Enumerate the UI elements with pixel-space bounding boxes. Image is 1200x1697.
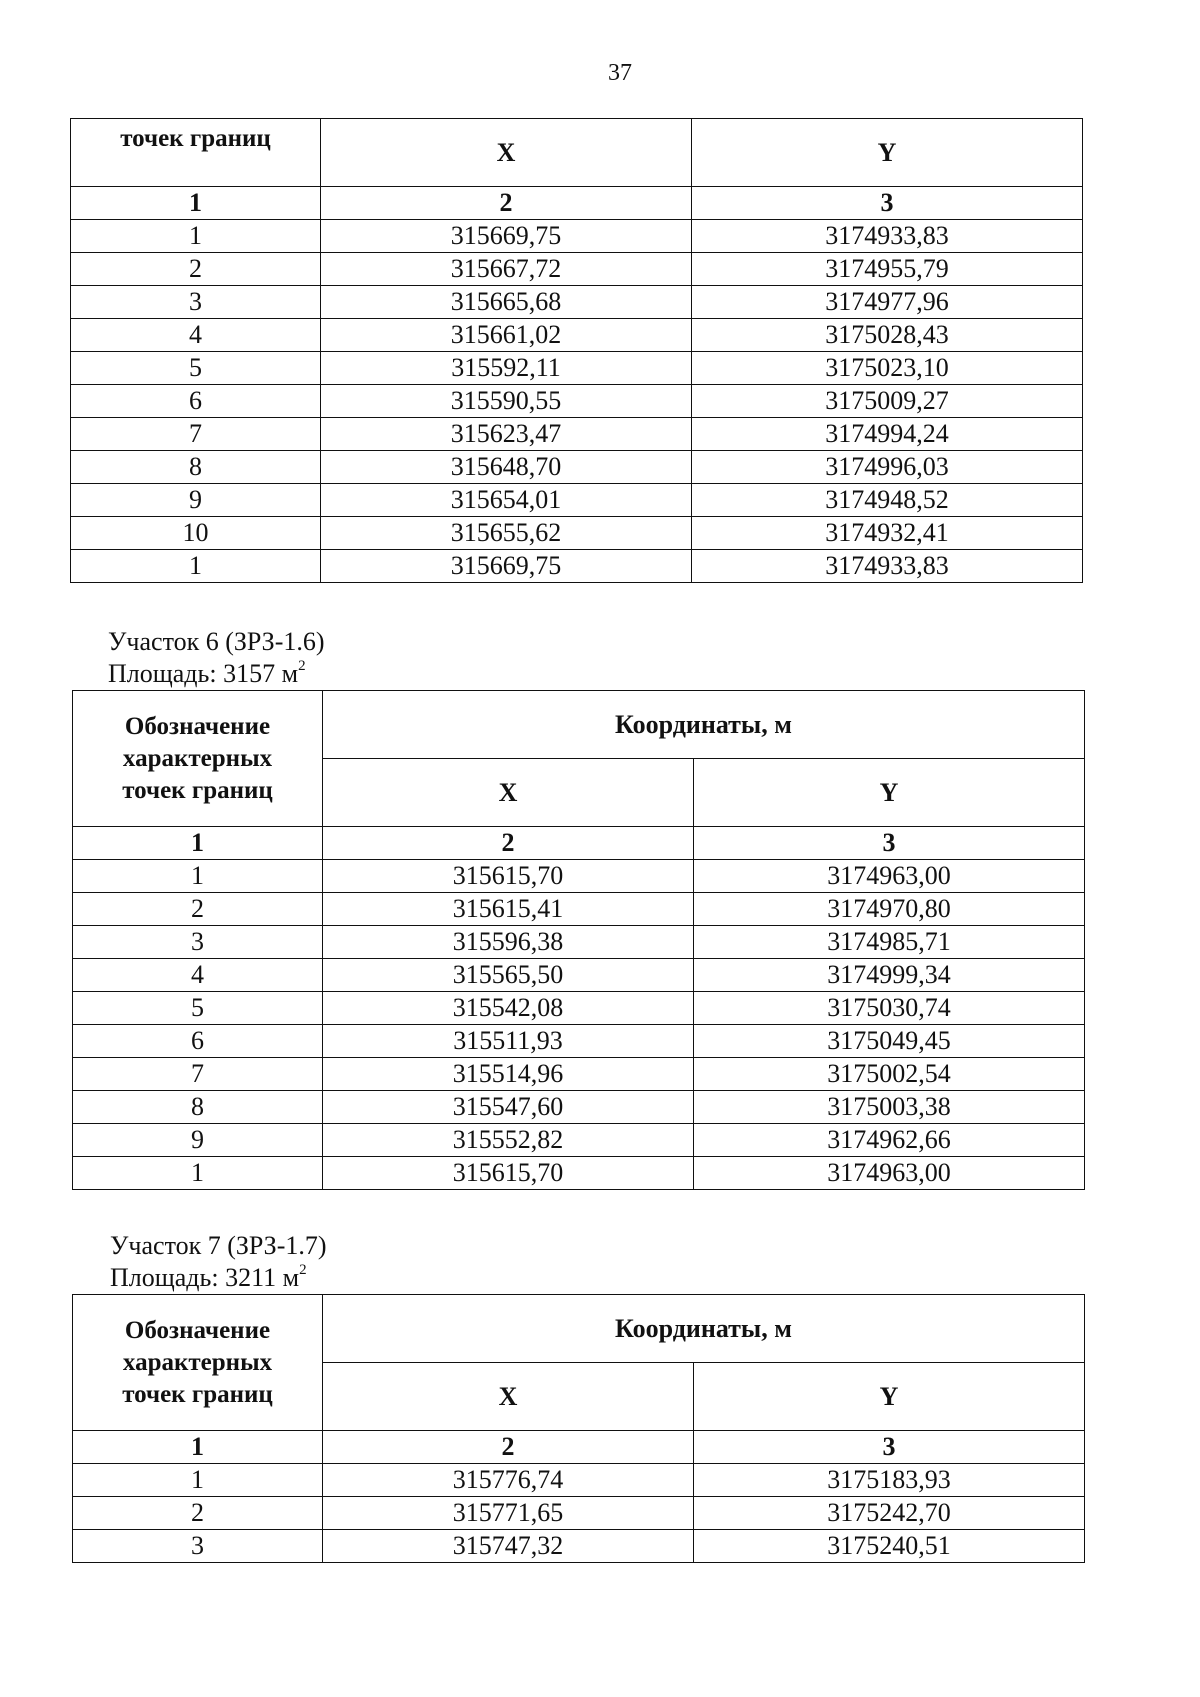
table-row	[73, 893, 1085, 926]
y-coordinate-cell: 3175002,54	[694, 1058, 1085, 1091]
y-coordinate-cell: 3174963,00	[694, 860, 1085, 893]
point-number-cell: 6	[71, 385, 321, 418]
point-number-cell: 1	[71, 220, 321, 253]
y-coordinate-cell: 3175028,43	[692, 319, 1083, 352]
point-number-cell: 2	[71, 253, 321, 286]
y-coordinate-cell: 3174977,96	[692, 286, 1083, 319]
table-row	[71, 385, 1083, 418]
table-row	[73, 926, 1085, 959]
point-number-cell: 10	[71, 517, 321, 550]
x-coordinate-cell: 315615,41	[323, 893, 694, 926]
table-row	[71, 319, 1083, 352]
point-number-cell: 8	[71, 451, 321, 484]
x-coordinate-cell: 315776,74	[323, 1464, 694, 1497]
x-column-header: X	[321, 119, 692, 187]
y-coordinate-cell: 3174955,79	[692, 253, 1083, 286]
section-6-area	[108, 658, 325, 690]
column-number: 1	[73, 827, 323, 860]
x-coordinate-cell: 315542,08	[323, 992, 694, 1025]
area-unit-superscript: 2	[299, 1262, 307, 1279]
coordinates-group-header: Координаты, м	[323, 1295, 1085, 1363]
point-number-cell: 1	[73, 1464, 323, 1497]
point-number-cell: 9	[73, 1124, 323, 1157]
y-column-header: Y	[694, 759, 1085, 827]
point-number-cell: 5	[71, 352, 321, 385]
point-number-cell: 2	[73, 893, 323, 926]
point-number-cell: 1	[73, 860, 323, 893]
label-line: точек границ	[122, 776, 273, 804]
points-label-header	[73, 1295, 323, 1431]
coordinates-group-header: Координаты, м	[323, 691, 1085, 759]
point-number-cell: 7	[71, 418, 321, 451]
y-coordinate-cell: 3174994,24	[692, 418, 1083, 451]
coordinates-table-section-7	[72, 1294, 1085, 1563]
y-column-header: Y	[694, 1363, 1085, 1431]
y-column-header: Y	[692, 119, 1083, 187]
y-coordinate-cell: 3174985,71	[694, 926, 1085, 959]
table-row	[71, 286, 1083, 319]
x-coordinate-cell: 315592,11	[321, 352, 692, 385]
table-row	[73, 992, 1085, 1025]
table-row	[73, 1025, 1085, 1058]
table-row	[73, 1124, 1085, 1157]
table-row	[73, 959, 1085, 992]
table-row	[71, 418, 1083, 451]
y-coordinate-cell: 3175183,93	[694, 1464, 1085, 1497]
x-coordinate-cell: 315511,93	[323, 1025, 694, 1058]
x-coordinate-cell: 315771,65	[323, 1497, 694, 1530]
x-coordinate-cell: 315615,70	[323, 1157, 694, 1190]
point-number-cell: 3	[73, 926, 323, 959]
y-coordinate-cell: 3174948,52	[692, 484, 1083, 517]
column-number: 3	[694, 1431, 1085, 1464]
section-6-area-label: Площадь: 3157 м	[108, 659, 299, 688]
table-row	[73, 1497, 1085, 1530]
column-number: 2	[321, 187, 692, 220]
y-coordinate-cell: 3175009,27	[692, 385, 1083, 418]
table-row	[73, 1058, 1085, 1091]
x-coordinate-cell: 315654,01	[321, 484, 692, 517]
table-row	[71, 484, 1083, 517]
point-number-cell: 1	[73, 1157, 323, 1190]
x-coordinate-cell: 315514,96	[323, 1058, 694, 1091]
section-6-title: Участок 6 (ЗРЗ-1.6)	[108, 627, 325, 656]
y-coordinate-cell: 3174933,83	[692, 550, 1083, 583]
table-row	[71, 451, 1083, 484]
points-label-header: точек границ	[71, 119, 321, 187]
point-number-cell: 2	[73, 1497, 323, 1530]
table-row	[73, 1530, 1085, 1563]
y-coordinate-cell: 3174996,03	[692, 451, 1083, 484]
label-line: Обозначение	[124, 712, 271, 740]
x-coordinate-cell: 315552,82	[323, 1124, 694, 1157]
column-number: 3	[694, 827, 1085, 860]
table-row	[73, 1157, 1085, 1190]
y-coordinate-cell: 3175023,10	[692, 352, 1083, 385]
x-coordinate-cell: 315667,72	[321, 253, 692, 286]
table-row	[73, 860, 1085, 893]
y-coordinate-cell: 3175240,51	[694, 1530, 1085, 1563]
label-line: точек границ	[122, 1380, 273, 1408]
y-coordinate-cell: 3174962,66	[694, 1124, 1085, 1157]
x-coordinate-cell: 315661,02	[321, 319, 692, 352]
section-6-caption	[108, 626, 325, 690]
x-coordinate-cell: 315596,38	[323, 926, 694, 959]
point-number-cell: 1	[71, 550, 321, 583]
label-line: характерных	[122, 744, 273, 772]
x-column-header: X	[323, 759, 694, 827]
point-number-cell: 4	[71, 319, 321, 352]
x-coordinate-cell: 315655,62	[321, 517, 692, 550]
table-row	[71, 220, 1083, 253]
y-coordinate-cell: 3175242,70	[694, 1497, 1085, 1530]
table-row	[71, 550, 1083, 583]
point-number-cell: 6	[73, 1025, 323, 1058]
coordinates-table-section-6	[72, 690, 1085, 1190]
area-unit-superscript: 2	[298, 658, 306, 675]
table-row	[71, 253, 1083, 286]
x-coordinate-cell: 315623,47	[321, 418, 692, 451]
y-coordinate-cell: 3174999,34	[694, 959, 1085, 992]
column-number: 2	[323, 827, 694, 860]
table-row	[71, 517, 1083, 550]
column-number: 1	[73, 1431, 323, 1464]
point-number-cell: 5	[73, 992, 323, 1025]
point-number-cell: 7	[73, 1058, 323, 1091]
x-coordinate-cell: 315665,68	[321, 286, 692, 319]
y-coordinate-cell: 3174970,80	[694, 893, 1085, 926]
point-number-cell: 3	[73, 1530, 323, 1563]
coordinates-table-continued	[70, 118, 1083, 583]
label-line: характерных	[122, 1348, 273, 1376]
x-coordinate-cell: 315747,32	[323, 1530, 694, 1563]
x-coordinate-cell: 315547,60	[323, 1091, 694, 1124]
y-coordinate-cell: 3174932,41	[692, 517, 1083, 550]
x-coordinate-cell: 315669,75	[321, 220, 692, 253]
y-coordinate-cell: 3174963,00	[694, 1157, 1085, 1190]
point-number-cell: 8	[73, 1091, 323, 1124]
column-number: 2	[323, 1431, 694, 1464]
section-7-caption	[110, 1230, 327, 1294]
x-column-header: X	[323, 1363, 694, 1431]
y-coordinate-cell: 3175049,45	[694, 1025, 1085, 1058]
y-coordinate-cell: 3174933,83	[692, 220, 1083, 253]
y-coordinate-cell: 3175003,38	[694, 1091, 1085, 1124]
x-coordinate-cell: 315669,75	[321, 550, 692, 583]
column-number: 1	[71, 187, 321, 220]
section-7-title: Участок 7 (ЗРЗ-1.7)	[110, 1231, 327, 1260]
table-row	[73, 1464, 1085, 1497]
x-coordinate-cell: 315615,70	[323, 860, 694, 893]
page-number: 37	[608, 60, 632, 86]
x-coordinate-cell: 315590,55	[321, 385, 692, 418]
label-line: Обозначение	[124, 1316, 271, 1344]
y-coordinate-cell: 3175030,74	[694, 992, 1085, 1025]
x-coordinate-cell: 315565,50	[323, 959, 694, 992]
column-number: 3	[692, 187, 1083, 220]
table-row	[71, 352, 1083, 385]
point-number-cell: 9	[71, 484, 321, 517]
section-7-area	[110, 1262, 327, 1294]
x-coordinate-cell: 315648,70	[321, 451, 692, 484]
points-label-header	[73, 691, 323, 827]
table-row	[73, 1091, 1085, 1124]
point-number-cell: 3	[71, 286, 321, 319]
point-number-cell: 4	[73, 959, 323, 992]
section-7-area-label: Площадь: 3211 м	[110, 1263, 300, 1292]
